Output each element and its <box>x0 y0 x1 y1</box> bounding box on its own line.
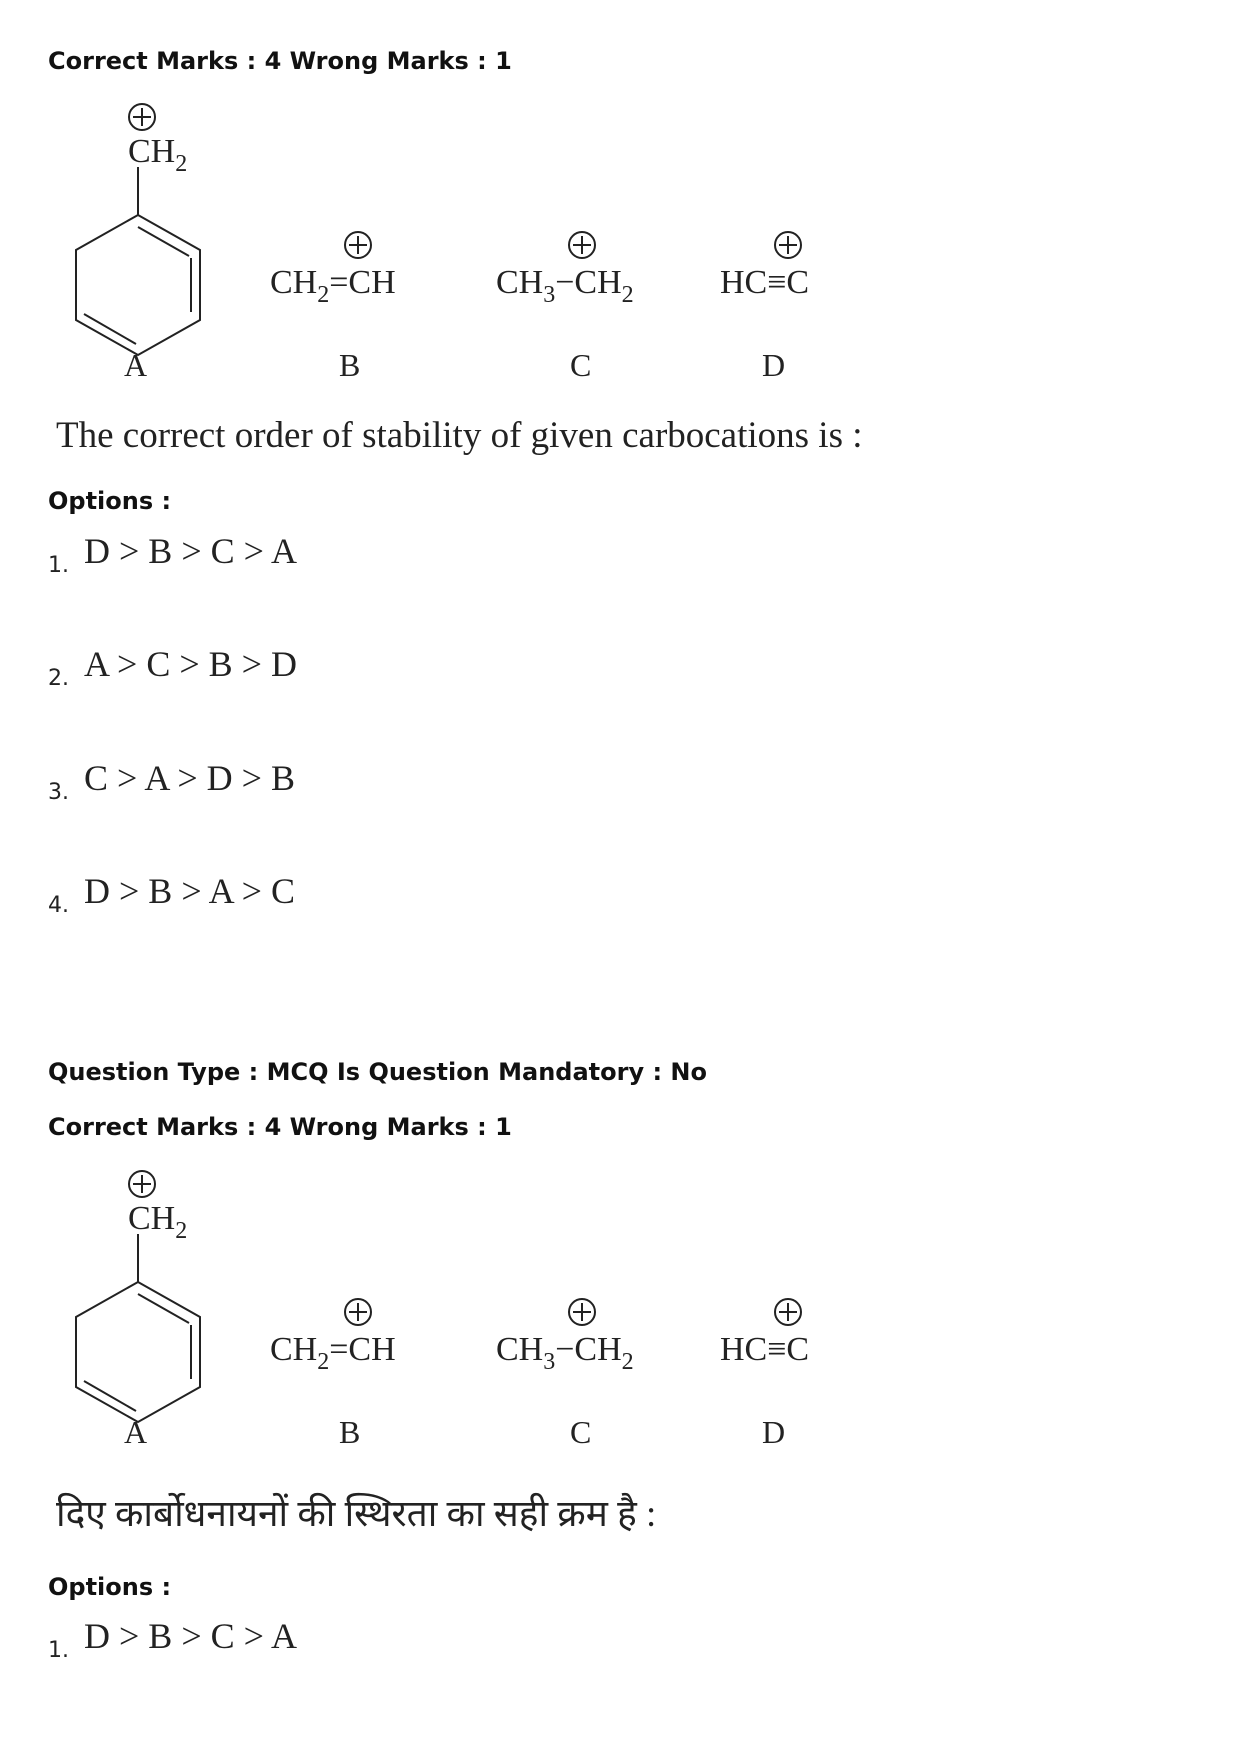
structure-c <box>496 232 634 383</box>
formula-a: CH <box>128 133 176 170</box>
structure-a <box>76 1171 200 1450</box>
formula-c-bond: − <box>555 264 575 301</box>
formula-d-left: HC <box>720 1331 768 1368</box>
svg-text:CH2=CH <box>270 264 396 308</box>
structure-b <box>270 1299 396 1450</box>
svg-text:CH2=CH <box>270 1331 396 1375</box>
question-type-line: Question Type : MCQ Is Question Mandatory : No <box>48 1058 707 1086</box>
formula-d-bond: ≡ <box>767 1331 787 1368</box>
structure-c <box>496 1299 634 1450</box>
formula-a-sub: 2 <box>175 151 188 177</box>
option-text[interactable]: D > B > C > A <box>84 1616 297 1656</box>
question-text: The correct order of stability of given carbocations is : <box>56 415 863 456</box>
structure-d <box>720 1299 809 1450</box>
formula-c-right: CH <box>574 264 622 301</box>
formula-c-right-sub: 2 <box>621 1349 634 1375</box>
formula-d-bond: ≡ <box>767 264 787 301</box>
formula-b-left-sub: 2 <box>317 282 330 308</box>
formula-a: CH <box>128 1200 176 1237</box>
label-d: D <box>762 347 786 383</box>
label-c: C <box>570 1414 592 1450</box>
formula-c-left-sub: 3 <box>543 282 556 308</box>
formula-b-right: CH <box>348 1331 396 1368</box>
formula-c-left: CH <box>496 1331 544 1368</box>
svg-text:HC≡C <box>720 1331 809 1368</box>
formula-b-bond: = <box>329 1331 349 1368</box>
formula-b-left: CH <box>270 264 318 301</box>
option-number: 1. <box>48 553 69 578</box>
svg-text:CH2 <box>128 133 187 177</box>
option-text[interactable]: D > B > C > A <box>84 531 297 571</box>
formula-b-right: CH <box>348 264 396 301</box>
benzene-ring <box>76 215 200 355</box>
option-text[interactable]: C > A > D > B <box>84 758 295 798</box>
label-a: A <box>124 1414 148 1450</box>
carbocation-figure <box>50 95 950 385</box>
marks-line: Correct Marks : 4 Wrong Marks : 1 <box>48 47 512 75</box>
formula-b-bond: = <box>329 264 349 301</box>
label-b: B <box>339 347 361 383</box>
formula-c-bond: − <box>555 1331 575 1368</box>
formula-c-right-sub: 2 <box>621 282 634 308</box>
formula-a-sub: 2 <box>175 1218 188 1244</box>
formula-b-left: CH <box>270 1331 318 1368</box>
question-text: दिए कार्बोधनायनों की स्थिरता का सही क्रम है : <box>56 1494 657 1535</box>
carbocation-structures <box>50 1162 950 1452</box>
formula-d-right: C <box>786 264 810 301</box>
label-d: D <box>762 1414 786 1450</box>
formula-c-left-sub: 3 <box>543 1349 556 1375</box>
formula-c-left: CH <box>496 264 544 301</box>
option-number: 3. <box>48 780 69 805</box>
svg-text:CH2 <box>128 1200 187 1244</box>
formula-c-right: CH <box>574 1331 622 1368</box>
label-b: B <box>339 1414 361 1450</box>
structure-a <box>76 104 200 383</box>
svg-text:CH3−CH2 <box>496 1331 634 1375</box>
carbocation-structures <box>50 95 950 385</box>
option-text[interactable]: D > B > A > C <box>84 871 295 911</box>
marks-line: Correct Marks : 4 Wrong Marks : 1 <box>48 1113 512 1141</box>
option-text[interactable]: A > C > B > D <box>84 644 297 684</box>
option-number: 2. <box>48 666 69 691</box>
options-label: Options : <box>48 1573 172 1601</box>
svg-text:CH3−CH2 <box>496 264 634 308</box>
benzene-ring <box>76 1282 200 1422</box>
structure-d <box>720 232 809 383</box>
formula-b-left-sub: 2 <box>317 1349 330 1375</box>
carbocation-figure <box>50 1162 950 1452</box>
option-number: 4. <box>48 893 69 918</box>
formula-d-right: C <box>786 1331 810 1368</box>
svg-text:HC≡C <box>720 264 809 301</box>
label-c: C <box>570 347 592 383</box>
formula-d-left: HC <box>720 264 768 301</box>
label-a: A <box>124 347 148 383</box>
structure-b <box>270 232 396 383</box>
options-label: Options : <box>48 487 172 515</box>
option-number: 1. <box>48 1638 69 1663</box>
